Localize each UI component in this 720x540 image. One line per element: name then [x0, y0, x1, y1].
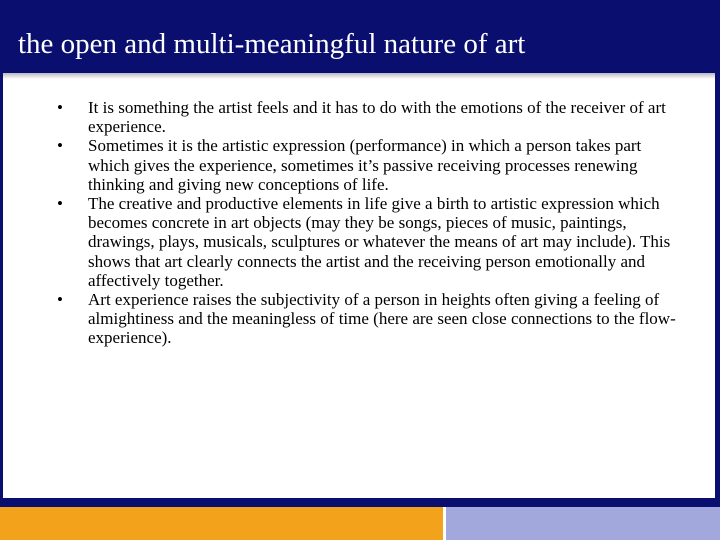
bullet-item — [57, 194, 687, 290]
bullet-icon: • — [57, 136, 63, 156]
bullet-icon: • — [57, 290, 63, 310]
bullet-list — [57, 98, 687, 348]
bullet-text: Sometimes it is the artistic expression (performance) in which a person takes part which gives the experience, sometimes it’s passive receiving processes renewing thinking and giving new conceptions of life. — [88, 136, 642, 194]
bullet-icon: • — [57, 194, 63, 214]
bullet-item — [57, 290, 687, 348]
right-frame-border — [715, 73, 720, 498]
bullet-icon: • — [57, 98, 63, 117]
bullet-text: Art experience raises the subjectivity of a person in heights often giving a feeling of almightiness and the meaningless of time (here are seen close connections to the flow-experience). — [88, 290, 676, 348]
bullet-item — [57, 98, 687, 136]
bullet-text: The creative and productive elements in life give a birth to artistic expression which becomes concrete in art objects (may they be songs, pieces of music, paintings, drawings, plays, musicals, sculptures or whatever the means of art may include). This shows that art clearly connects the artist and the receiving person emotionally and affectively together. — [88, 194, 671, 290]
bottom-lavender-block — [446, 507, 720, 540]
bullet-item — [57, 136, 687, 194]
bottom-navy-bar — [0, 498, 720, 507]
title-bar — [0, 0, 720, 73]
left-frame-border — [0, 73, 3, 498]
bullet-text: It is something the artist feels and it has to do with the emotions of the receiver of art experience. — [88, 98, 666, 137]
bottom-orange-block — [0, 507, 443, 540]
slide-title: the open and multi-meaningful nature of art — [18, 28, 526, 60]
title-shadow — [3, 73, 715, 79]
